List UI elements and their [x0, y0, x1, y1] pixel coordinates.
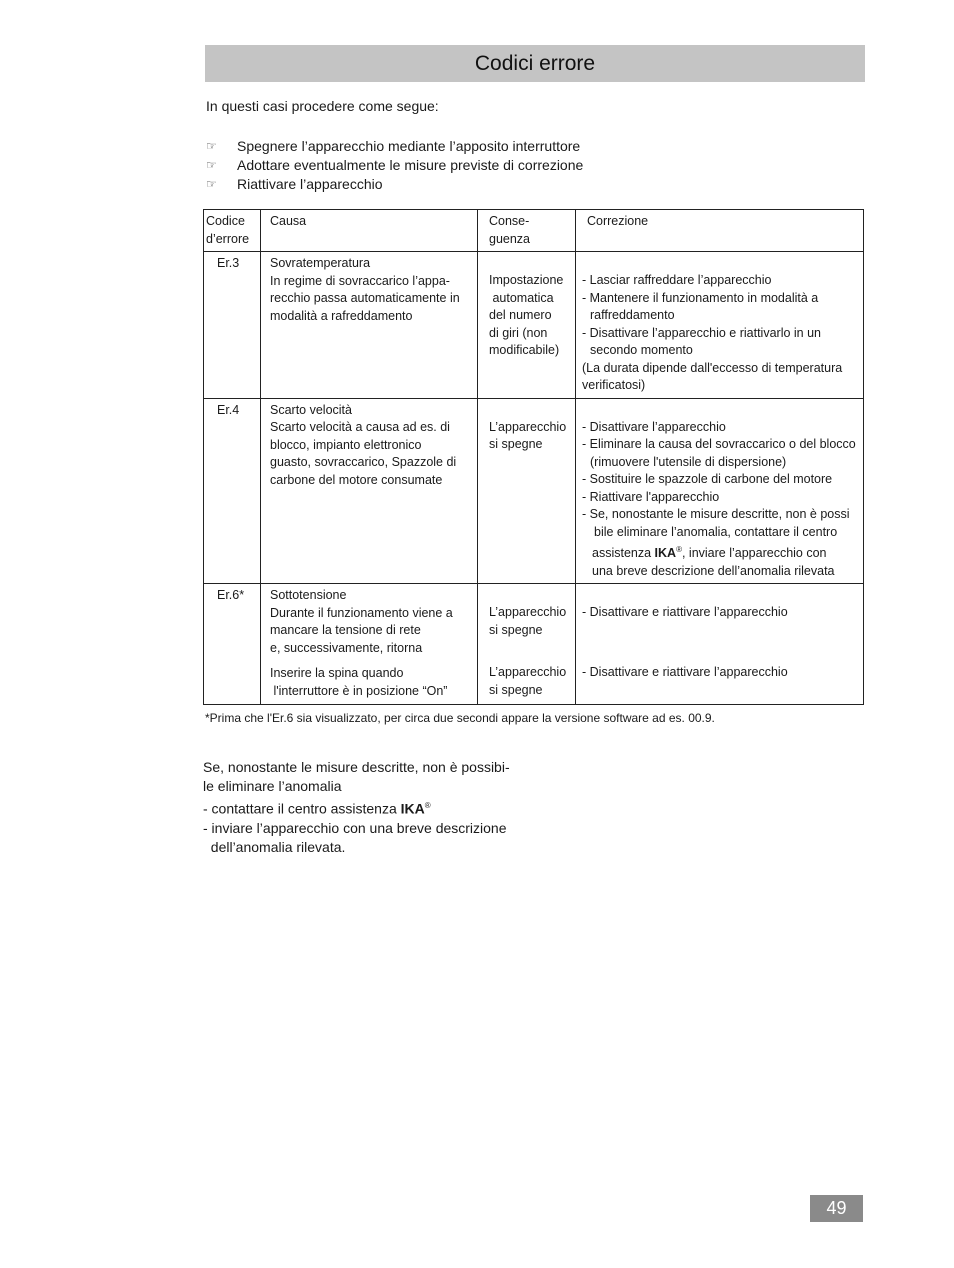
ika-brand: IKA — [654, 546, 677, 561]
header-consequence: Conse- guenza — [478, 210, 576, 252]
table-header-row — [204, 210, 864, 252]
page-number: 49 — [810, 1195, 863, 1222]
error-correction: - Lasciar raffreddare l’apparecchio - Mantenere il funzionamento in modalità a raffreddamento - Disattivare l’apparecchio e riattivarlo in un secondo momento (La durata dipende dall'eccesso di temperatura verificatosi) — [576, 252, 864, 399]
closing-text: Se, nonostante le misure descritte, non è possibi- le eliminare l’anomalia - contattare il centro assistenza IKA® - inviare l’apparecchio con una breve descrizione dell’anomalia rilevata. — [203, 759, 510, 855]
pointing-hand-icon: ☞ — [206, 177, 217, 191]
pointing-hand-icon: ☞ — [206, 158, 217, 172]
intro-text: In questi casi procedere come segue: — [206, 98, 439, 114]
error-cause: Sottotensione Durante il funzionamento viene a mancare la tensione di rete e, successivamente, ritorna Inserire la spina quando l'interruttore è in posizione “On” — [261, 584, 478, 705]
header-cause: Causa — [261, 210, 478, 252]
error-codes-table — [203, 209, 864, 705]
table-row — [204, 398, 864, 584]
steps-list — [206, 137, 583, 194]
error-cause: Sovratemperatura In regime di sovraccarico l’appa- recchio passa automaticamente in modalità a rafreddamento — [261, 252, 478, 399]
ika-brand: IKA — [400, 800, 425, 817]
error-code: Er.4 — [204, 398, 261, 584]
error-correction: - Disattivare e riattivare l’apparecchio - Disattivare e riattivare l’apparecchio — [576, 584, 864, 705]
list-item: ☞ Riattivare l’apparecchio — [206, 176, 383, 192]
error-code: Er.3 — [204, 252, 261, 399]
pointing-hand-icon: ☞ — [206, 139, 217, 153]
error-code: Er.6* — [204, 584, 261, 705]
table-row — [204, 252, 864, 399]
list-item: ☞ Spegnere l’apparecchio mediante l’apposito interruttore — [206, 138, 581, 154]
error-consequence: Impostazione automatica del numero di giri (non modificabile) — [478, 252, 576, 399]
list-item: ☞ Adottare eventualmente le misure previste di correzione — [206, 157, 584, 173]
page-title: Codici errore — [205, 45, 865, 82]
header-code: Codice d’errore — [204, 210, 261, 252]
error-consequence: L’apparecchio si spegne — [478, 398, 576, 584]
header-correction: Correzione — [576, 210, 864, 252]
footnote: *Prima che l'Er.6 sia visualizzato, per circa due secondi appare la versione software ad es. 00.9. — [205, 711, 715, 725]
error-consequence: L’apparecchio si spegne L’apparecchio si spegne — [478, 584, 576, 705]
error-cause: Scarto velocità Scarto velocità a causa ad es. di blocco, impianto elettronico guasto, sovraccarico, Spazzole di carbone del motore consumate — [261, 398, 478, 584]
table-row — [204, 584, 864, 705]
error-correction: - Disattivare l’apparecchio - Eliminare la causa del sovraccarico o del blocco (rimuovere l'utensile di dispersione) - Sostituire le spazzole di carbone del motore - Riattivare l'apparecchio - Se, nonostante le misure descritte, non è possi bile eliminare l’anomalia, contattare il centro assistenza IKA®, inviare l’apparecchio con una breve descrizione dell’anomalia rilevata — [576, 398, 864, 584]
